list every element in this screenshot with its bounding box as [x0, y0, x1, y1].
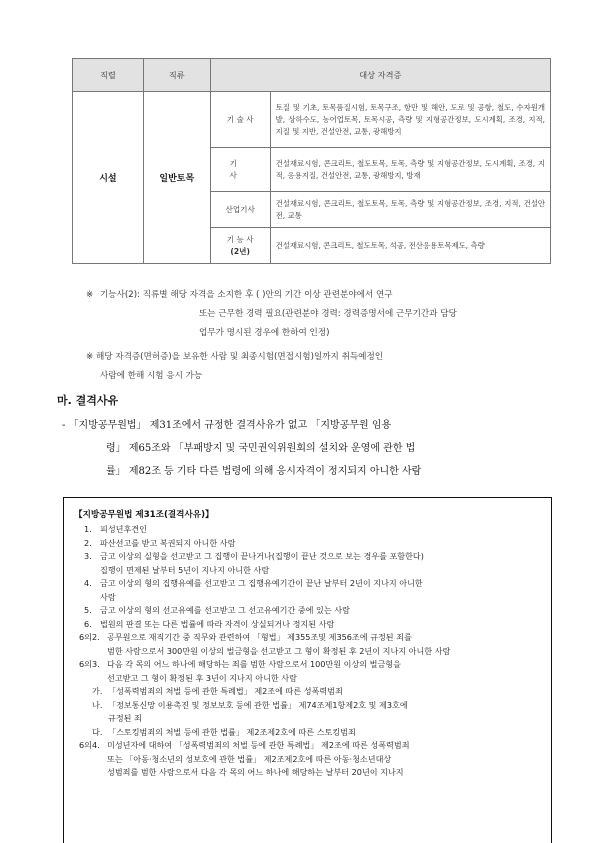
grade-period: (2년)	[230, 246, 250, 256]
law-item	[64, 523, 551, 537]
law-item-number: 5.	[84, 605, 92, 615]
law-item-number: 1.	[84, 524, 92, 534]
law-item-number: 6의2.	[79, 632, 100, 642]
paragraph-line: 률」 제82조 등 기타 다른 법령에 의해 응시자격이 정지되지 아니한 사람	[106, 466, 422, 477]
law-item-text: 금고 이상의 실형을 선고받고 그 집행이 끝나거나(집행이 끝난 것으로 보는 경우를 포함한다)	[100, 551, 424, 561]
law-item-text: 금고 이상의 형의 선고유예를 선고받고 그 선고유예기간 중에 있는 사람	[100, 605, 350, 615]
law-item	[64, 537, 551, 551]
law-item-text: 사람	[100, 591, 116, 602]
law-item-number: 6의3.	[79, 659, 100, 669]
law-item-number: 다.	[92, 726, 103, 737]
law-item-text: 성범죄를 범한 사람으로서 다음 각 목의 어느 하나에 해당하는 날부터 20년이 지나지	[107, 767, 404, 777]
law-item-list	[64, 523, 551, 780]
law-item-number: 6의4.	[79, 740, 100, 750]
note-line: 또는 근무한 경력 필요(관련분야 경력: 경력증명서에 근무기간과 담당	[199, 309, 457, 319]
note-line: 업무가 명시된 경우에 한하여 인정)	[199, 328, 330, 338]
law-item-text: 파산선고를 받고 복권되지 아니한 사람	[100, 537, 236, 548]
law-item-text: 법원의 판결 또는 다른 법률에 따라 자격이 상실되거나 정지된 사람	[100, 618, 335, 629]
law-item	[64, 739, 551, 780]
disqualification-paragraph	[62, 414, 552, 483]
law-item-number: 6.	[84, 618, 92, 629]
law-item-text: 미성년자에 대하여 「성폭력범죄의 처벌 등에 관한 특례법」 제2조에 따른 성폭력범죄	[107, 740, 410, 750]
qualification-cell: 건설재료시험, 콘크리트, 철도토목, 토목, 측량 및 지형공간정보, 조경, 지적, 건설안전, 교통	[270, 192, 550, 228]
law-item	[64, 658, 551, 685]
law-item	[64, 577, 551, 604]
law-item-text: 공무원으로 재직기간 중 직무와 관련하여 「형법」 제355조및 제356조에 규정된 죄를	[107, 632, 412, 642]
law-item-text: 「스토킹범죄의 처벌 등에 관한 법률」 제2조제2호에 따른 스토킹범죄	[108, 726, 356, 737]
law-item-text: 피성년후견인	[100, 524, 147, 534]
grade-cell: 기 사	[210, 148, 270, 192]
law-item-text: 「성폭력범죄의 처벌 등에 관한 특례법」 제2조에 따른 성폭력범죄	[108, 686, 343, 696]
law-item-number: 가.	[92, 686, 103, 696]
law-item	[64, 726, 551, 740]
series-cell: 시설	[73, 92, 144, 264]
paragraph-line: - 「지방공무원법」 제31조에서 규정한 결격사유가 없고 「지방공무원 임용	[62, 420, 392, 431]
note-line: 사람에 한해 시험 응시 가능	[100, 371, 203, 381]
law-item	[64, 685, 551, 699]
note-line: 기능사(2): 직류별 해당 자격을 소지한 후 ( )안의 기간 이상 관련분야에서 연구	[100, 290, 393, 300]
law-item-number: 나.	[92, 699, 103, 710]
header-kind: 직류	[143, 59, 210, 92]
header-series: 직렬	[73, 59, 144, 92]
law-item-text: 금고 이상의 형의 집행유예를 선고받고 그 집행유예기간이 끝난 날부터 2년이 지나지 아니한	[100, 578, 423, 588]
law-excerpt-box	[63, 497, 552, 843]
grade-cell: 산업기사	[210, 192, 270, 228]
law-item	[64, 699, 551, 726]
law-item-text: 범한 사람으로서 300만원 이상의 벌금형을 선고받고 그 형이 확정된 후 2년이 지나지 아니한 사람	[107, 645, 451, 656]
note-license	[86, 348, 556, 386]
law-item-text: 「정보통신망 이용촉진 및 정보보호 등에 관한 법률」 제74조제1항제2호 및 제3호에	[108, 699, 408, 710]
law-item-number: 2.	[84, 537, 92, 548]
law-item-text: 집행이 면제된 날부터 5년이 지나지 아니한 사람	[100, 564, 270, 575]
law-item-text: 또는 「아동·청소년의 성보호에 관한 법률」 제2조제2호에 따른 아동·청소년대상	[107, 753, 392, 764]
qualification-cell: 토질 및 기초, 토목품질시험, 토목구조, 항만 및 해안, 도로 및 공항, 철도, 수자원개발, 상하수도, 농어업토목, 토목시공, 측량 및 지형공간정보, 도시계획, 조경, 지적, 지질 및 지반, 건설안전, 교통, 광해방지	[270, 92, 550, 148]
grade-cell: 기 능 사 (2년)	[210, 228, 270, 264]
law-item-text: 선고받고 그 형이 확정된 후 3년이 지나지 아니한 사람	[107, 672, 297, 683]
law-item	[64, 604, 551, 618]
note-mark: ※	[86, 352, 94, 362]
law-item	[64, 550, 551, 577]
law-item-text: 다음 각 목의 어느 하나에 해당하는 죄를 범한 사람으로서 100만원 이상의 벌금형을	[107, 659, 401, 669]
note-mark: ※	[86, 290, 94, 300]
paragraph-line: 령」 제65조와 「부패방지 및 국민권익위원회의 설치와 운영에 관한 법	[106, 443, 416, 454]
law-item	[64, 618, 551, 632]
section-heading: 마. 결격사유	[57, 394, 119, 407]
grade-cell: 기 술 사	[210, 92, 270, 148]
qualification-table	[72, 58, 551, 264]
note-experience	[86, 286, 556, 343]
kind-cell: 일반토목	[143, 92, 210, 264]
law-title: 【지방공무원법 제31조(결격사유)】	[74, 510, 214, 520]
law-item-text: 규정된 죄	[108, 713, 142, 723]
header-qualifications: 대상 자격증	[210, 59, 550, 92]
law-item	[64, 631, 551, 658]
law-item-number: 4.	[84, 578, 92, 588]
note-line: ※ 해당 자격증(면허증)을 보유한 사람 및 최종시험(면접시험)일까지 취득예정인	[86, 352, 384, 362]
qualification-cell: 건설재료시험, 콘크리트, 철도토목, 석공, 전산응용토목제도, 측량	[270, 228, 550, 264]
qualification-cell: 건설재료시험, 콘크리트, 철도토목, 토목, 측량 및 지형공간정보, 도시계획, 조경, 지적, 응용지질, 건설안전, 교통, 광해방지, 방재	[270, 148, 550, 192]
law-item-number: 3.	[84, 551, 92, 561]
